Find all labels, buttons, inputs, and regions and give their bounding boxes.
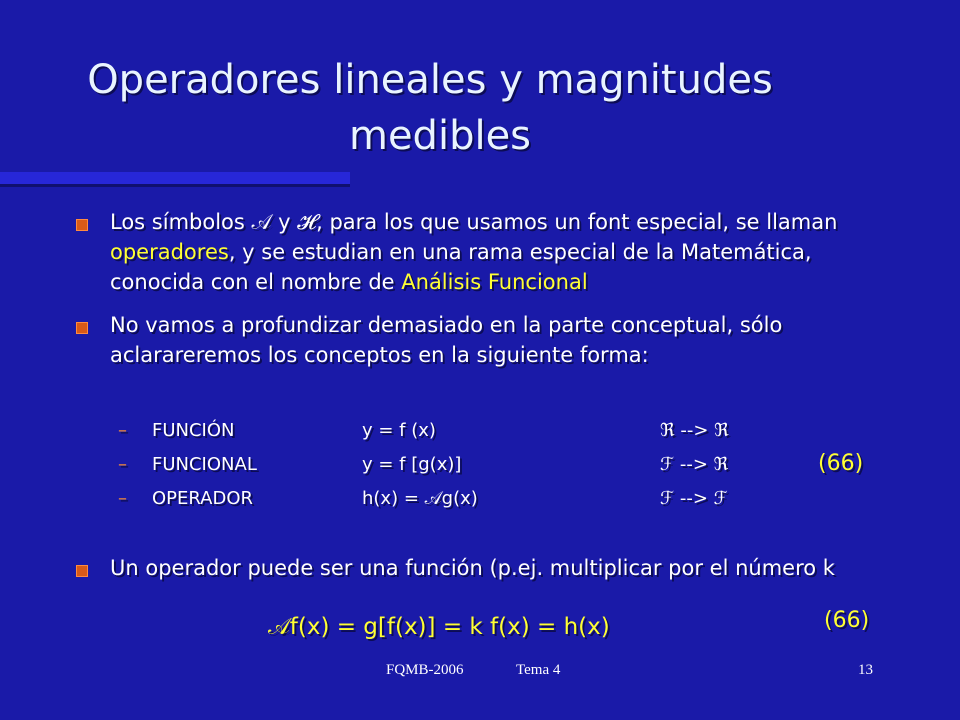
paragraph-concepts: No vamos a profundizar demasiado en la parte conceptual, sólo aclarareremos los conceptos en la siguiente forma: xyxy=(110,313,783,367)
row-operador-expr: h(x) = 𝒜g(x) xyxy=(362,488,478,509)
operator-formula: 𝒜f(x) = g[f(x)] = k f(x) = h(x) xyxy=(268,614,610,640)
row-operador-map: ℱ --> ℱ xyxy=(660,488,728,509)
operator-a-symbol: 𝒜 xyxy=(251,210,272,234)
bullet-square-icon xyxy=(76,322,88,334)
row-funcion-expr: y = f (x) xyxy=(362,420,436,441)
row-label: FUNCIÓN xyxy=(152,420,235,441)
footer-course: FQMB-2006 xyxy=(386,662,464,678)
b1-text-pre: Los símbolos xyxy=(110,210,252,234)
row-funcional-name xyxy=(118,452,257,478)
dash-marker: – xyxy=(118,488,127,509)
footer-topic: Tema 4 xyxy=(516,662,561,678)
title-line-1: Operadores lineales y magnitudes xyxy=(87,57,773,103)
b1-text-mid1: y xyxy=(271,210,298,234)
equation-number: (66) xyxy=(818,451,864,476)
row-funcional-map: ℱ --> ℜ xyxy=(660,454,729,475)
operator-h-symbol: 𝓗 xyxy=(297,210,317,234)
b1-text-mid2: , para los que usamos un font especial, se llaman xyxy=(316,210,838,234)
paragraph-operators xyxy=(110,207,870,297)
bullet-square-icon xyxy=(76,219,88,231)
row-funcion-name xyxy=(118,418,235,444)
row-funcion-map: ℜ --> ℜ xyxy=(660,420,729,441)
row-label: OPERADOR xyxy=(152,488,254,509)
b1-text-mid3: , y se estudian en una rama especial de la Matemática, conocida con el nombre de xyxy=(110,240,812,294)
highlight-analisis-funcional: Análisis Funcional xyxy=(401,270,588,294)
title-line-2: medibles xyxy=(348,113,532,159)
formula-equation-number: (66) xyxy=(824,608,870,633)
dash-marker: – xyxy=(118,420,127,441)
slide-title xyxy=(0,52,860,164)
paragraph-operator-example: Un operador puede ser una función (p.ej. multiplicar por el número k xyxy=(110,556,835,580)
bullet-square-icon xyxy=(76,565,88,577)
dash-marker: – xyxy=(118,454,127,475)
row-label: FUNCIONAL xyxy=(152,454,257,475)
footer-page-number: 13 xyxy=(858,662,873,678)
row-operador-name xyxy=(118,486,253,512)
row-funcional-expr: y = f [g(x)] xyxy=(362,454,462,475)
highlight-operadores: operadores xyxy=(110,240,229,264)
title-underline-bar xyxy=(0,172,350,184)
